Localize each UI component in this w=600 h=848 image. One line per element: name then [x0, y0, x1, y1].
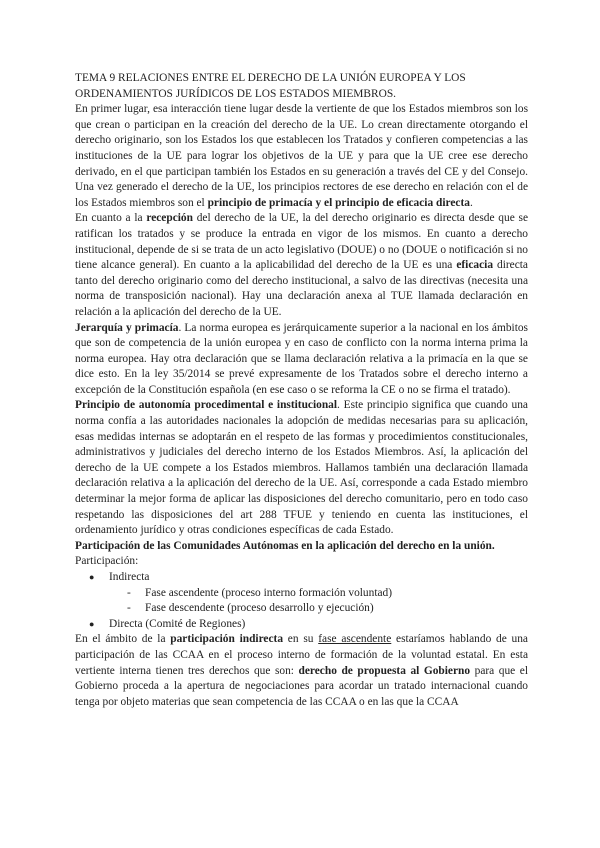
paragraph-intro [75, 102, 528, 211]
text: . [469, 196, 473, 209]
bold-text: derecho de propuesta al Gobierno [298, 664, 471, 677]
text: En primer lugar, esa interacción tiene lugar desde la vertiente de que los Estados miembros son los que crean o participan en la creación del derecho de la UE. Lo crean directamente otorgando el derecho originario, son los Estados los que establecen los Tratados y confieren competencias a las instituciones de la UE para lograr los objetivos de la UE y para que la UE cree ese derecho derivado, en el que participan también los Estados en su generación a través del CE y del Consejo. Una vez generado el derecho de la UE, los principios rectores de ese derecho en relación con el de los Estados miembros son el [75, 103, 528, 209]
document-page [75, 71, 528, 710]
sub-list-item: - Fase ascendente (proceso interno formación voluntad) [109, 586, 528, 602]
bold-text: principio de primacía y el principio de eficacia directa [207, 196, 470, 209]
paragraph-autonomia [75, 398, 528, 538]
bullet-list [75, 570, 528, 632]
text: . La norma europea es jerárquicamente superior a la nacional en los ámbitos que son de competencia de la unión europea y en caso de conflicto con la norma interna prima la norma europea. Hay otra declaración que se llama declaración relativa a la primacía en la que se dice esto. En la ley 35/2014 se prevé expresamente de los Tratados sobre el derecho interno a excepción de la Constitución española (en ese caso o se reforma la CE o no se firma el tratado). [75, 321, 528, 396]
underlined-text: fase ascendente [318, 633, 392, 646]
list-item [75, 570, 528, 617]
bold-text: Jerarquía y primacía [75, 321, 179, 334]
bold-text: participación indirecta [170, 633, 284, 646]
sub-list-item: - Fase descendente (proceso desarrollo y ejecución) [109, 601, 528, 617]
section-heading [75, 539, 528, 555]
list-item-label: Indirecta [109, 571, 150, 583]
bold-text: Participación de las Comunidades Autónomas en la aplicación del derecho en la unión. [75, 539, 495, 552]
text: para que el Gobierno proceda a la apertura de negociaciones para acordar un tratado internacional cuando tenga por objeto materias que sean competencia de las CCAA o en las que la CCAA [75, 664, 528, 708]
text: en su [283, 633, 319, 646]
bold-text: recepción [146, 212, 193, 225]
paragraph-indirecta [75, 632, 528, 710]
sub-list [109, 586, 528, 617]
text: . Este principio significa que cuando una norma confía a las autoridades nacionales la adopción de medidas necesarias para su aplicación, esas medidas internas se adoptarán en el respeto de las formas y procedimientos constitucionales, administrativos y judiciales del derecho interno de los Estados Miembros. Así, la aplicación del derecho de la UE compete a los Estados miembros. Hallamos también una declaración llamada declaración relativa a la aplicación del derecho de la UE. Así, corresponde a cada Estado miembro determinar la mejor forma de aplicar las disposiciones del derecho comunitario, pero en todo caso respetando las disposiciones del art 288 TFUE y teniendo en cuenta las instituciones, el ordenamiento jurídico y otras condiciones específicas de cada Estado. [75, 399, 528, 537]
paragraph-jerarquia [75, 321, 528, 399]
bold-text: eficacia [456, 259, 494, 272]
paragraph-recepcion [75, 211, 528, 320]
paragraph-participacion: Participación: [75, 555, 139, 568]
text: del derecho de la UE, la del derecho originario es directa desde que se ratifican los tratados y se produce la entrada en vigor de los mismos. En cuanto a derecho institucional, depende de si se trata de un acto legislativo (DOUE) o no (DOUE o notificación si no tiene alcance general). En cuanto a la aplicabilidad del derecho de la UE es una [75, 212, 529, 272]
text: En el ámbito de la [75, 633, 171, 646]
text: estaríamos hablando de una participación de las CCAA en el proceso interno de formación de la voluntad estatal. En esta vertiente interna tienen tres derechos que son: [75, 633, 528, 677]
document-title: TEMA 9 RELACIONES ENTRE EL DERECHO DE LA UNIÓN EUROPEA Y LOS ORDENAMIENTOS JURÍDICOS DE LOS ESTADOS MIEMBROS. [75, 72, 466, 100]
text: directa tanto del derecho originario como del derecho institucional, a salvo de las directivas (necesita una norma de transposición nacional). Hay una declaración anexa al TUE llamada declaración en relación a la aplicación del derecho de la UE. [75, 259, 528, 318]
bold-text: Principio de autonomía procedimental e institucional [75, 399, 338, 412]
list-item: ● Directa (Comité de Regiones) [75, 617, 528, 633]
text: En cuanto a la [75, 212, 147, 225]
